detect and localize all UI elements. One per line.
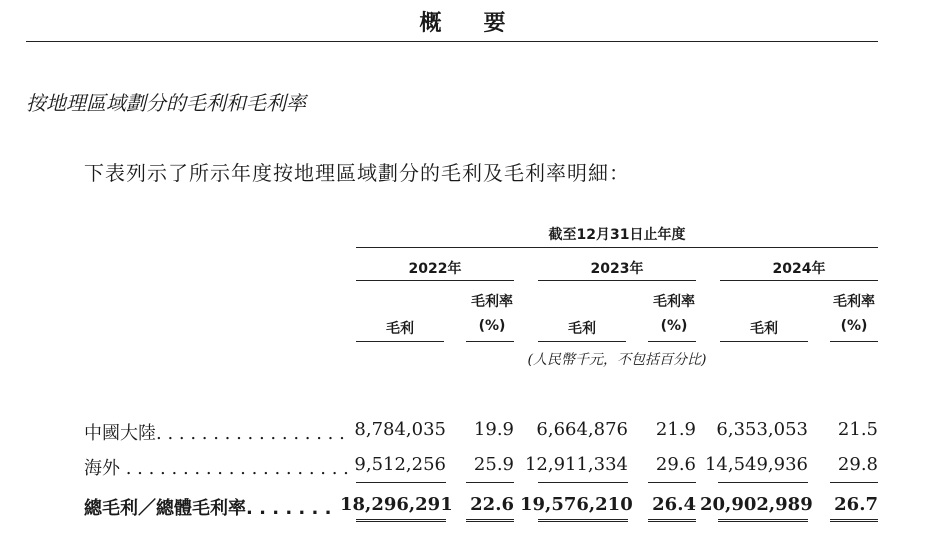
header-rule: [26, 41, 878, 42]
col-gross-profit-2024: 毛利: [750, 321, 778, 337]
total-double-rule: [648, 517, 696, 522]
total-cell: 22.6: [470, 494, 514, 515]
table-cell: 25.9: [473, 454, 514, 475]
col-gross-profit-2022: 毛利: [386, 321, 414, 337]
table-cell: 29.8: [837, 454, 878, 475]
page-header-char-1: 概: [419, 11, 444, 36]
total-double-rule: [830, 517, 878, 522]
col-margin-2022-line1: 毛利率: [471, 294, 513, 310]
table-cell: 21.9: [655, 419, 696, 440]
page-header-title: [0, 6, 927, 37]
col-rule: [830, 341, 878, 342]
total-double-rule: [718, 517, 808, 522]
period-header: 截至12月31日止年度: [548, 227, 686, 243]
row-label-total: 總毛利／總體毛利率. . . . . . .: [84, 498, 332, 519]
table-cell: 8,784,035: [354, 419, 446, 440]
period-rule: [356, 247, 878, 248]
col-margin-2023-line1: 毛利率: [653, 294, 695, 310]
table-cell: 12,911,334: [524, 454, 628, 475]
col-margin-2024-line1: 毛利率: [833, 294, 875, 310]
subtotal-rule: [648, 482, 696, 483]
total-cell: 19,576,210: [520, 494, 633, 515]
table-cell: 21.5: [837, 419, 878, 440]
total-double-rule: [466, 517, 514, 522]
col-rule: [356, 341, 444, 342]
table-cell: 9,512,256: [354, 454, 446, 475]
col-gross-profit-2023: 毛利: [568, 321, 596, 337]
col-rule: [648, 341, 696, 342]
year-2024-rule: [720, 280, 878, 281]
year-2023-rule: [538, 280, 696, 281]
year-2024-header: 2024年: [772, 261, 826, 277]
col-rule: [466, 341, 514, 342]
section-heading: 按地理區域劃分的毛利和毛利率: [26, 91, 306, 115]
table-cell: 29.6: [655, 454, 696, 475]
table-cell: 6,353,053: [716, 419, 808, 440]
unit-note: (人民幣千元，不包括百分比): [527, 352, 707, 368]
subtotal-rule: [538, 482, 628, 483]
total-cell: 18,296,291: [340, 494, 453, 515]
table-cell: 6,664,876: [536, 419, 628, 440]
subtotal-rule: [356, 482, 446, 483]
subtotal-rule: [830, 482, 878, 483]
col-margin-2022-line2: (%): [478, 318, 506, 334]
col-rule: [720, 341, 808, 342]
year-2022-header: 2022年: [408, 261, 462, 277]
subtotal-rule: [718, 482, 808, 483]
col-margin-2024-line2: (%): [840, 318, 868, 334]
table-cell: 19.9: [473, 419, 514, 440]
subtotal-rule: [466, 482, 514, 483]
total-double-rule: [356, 517, 446, 522]
total-cell: 26.4: [652, 494, 696, 515]
year-2022-rule: [356, 280, 514, 281]
year-2023-header: 2023年: [590, 261, 644, 277]
total-double-rule: [538, 517, 628, 522]
table-cell: 14,549,936: [704, 454, 808, 475]
col-margin-2023-line2: (%): [660, 318, 688, 334]
intro-text: 下表列示了所示年度按地理區域劃分的毛利及毛利率明細：: [84, 161, 630, 185]
total-cell: 20,902,989: [700, 494, 813, 515]
col-rule: [538, 341, 626, 342]
row-label-mainland-china: 中國大陸. . . . . . . . . . . . . . . . .: [84, 423, 345, 444]
row-label-overseas: 海外 . . . . . . . . . . . . . . . . . . . .: [84, 458, 349, 479]
total-cell: 26.7: [834, 494, 878, 515]
page-header-char-2: 要: [483, 11, 508, 36]
